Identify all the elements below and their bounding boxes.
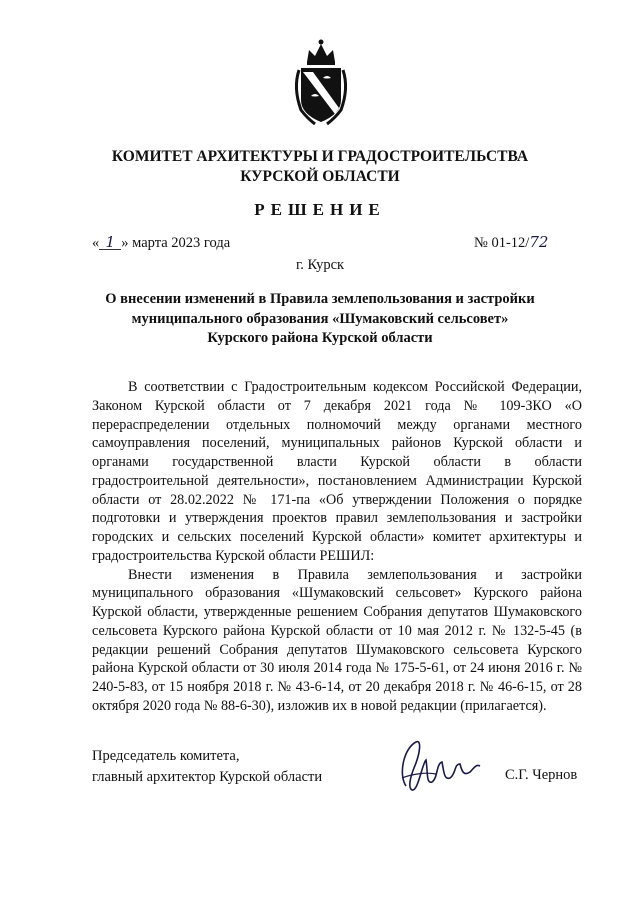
number-handwritten: 72 xyxy=(529,233,549,251)
body-paragraph: В соответствии с Градостроительным кодексом Российской Федерации, Законом Курской области от 7 декабря 2021 года № 109-ЗКО «О перераспределении отдельных полномочий между органами местного самоуправления поселений, муниципальных районов Курской области и органами государственной власти Курской области в области градостроительной деятельности», постановлением Администрации Курской области от 28.02.2022 № 171-па «Об утверждении Положения о порядке подготовки и утверждения проектов правил землепользования и застройки городских и сельских поселений Курской области» комитет архитектуры и градостроительства Курской области РЕШИЛ: xyxy=(92,379,582,564)
signatory-name: С.Г. Чернов xyxy=(505,767,578,783)
date-day-handwritten: 1 xyxy=(99,235,121,250)
document-date: « 1 » марта 2023 года xyxy=(92,233,231,251)
kursk-coat-of-arms-icon xyxy=(291,38,351,128)
document-type: РЕШЕНИЕ xyxy=(254,200,386,219)
organization-name-line2: КУРСКОЙ ОБЛАСТИ xyxy=(240,168,400,185)
document-body xyxy=(92,378,582,716)
handwritten-signature-icon xyxy=(392,734,488,798)
signatory-position: Председатель комитета, главный архитектор Курской области xyxy=(92,748,323,785)
organization-name-line1: КОМИТЕТ АРХИТЕКТУРЫ И ГРАДОСТРОИТЕЛЬСТВА xyxy=(111,148,529,165)
document-number: № 01-12/72 xyxy=(474,235,557,252)
title-line: муниципального образования «Шумаковский сельсовет» xyxy=(131,310,509,327)
document-title xyxy=(80,290,560,349)
title-line: О внесении изменений в Правила землепользования и застройки xyxy=(105,291,535,307)
body-paragraph: Внести изменения в Правила землепользования и застройки муниципального образования «Шумаковский сельсовет» Курского района Курской области, утвержденные решением Собрания депутатов Шумаковского сельсовета Курского района Курской области от 10 мая 2012 г. № 132-5-45 (в редакции решений Собрания депутатов Шумаковского сельсовета Курского района Курской области от 30 июля 2014 года № 175-5-61, от 24 июня 2016 г. № 240-5-83, от 15 ноября 2018 г. № 43-6-14, от 20 декабря 2018 г. № 46-6-15, от 28 октября 2020 года № 88-6-30), изложив их в новой редакции (прилагается). xyxy=(92,566,582,714)
document-city: г. Курск xyxy=(295,257,345,273)
title-line: Курского района Курской области xyxy=(207,330,433,346)
